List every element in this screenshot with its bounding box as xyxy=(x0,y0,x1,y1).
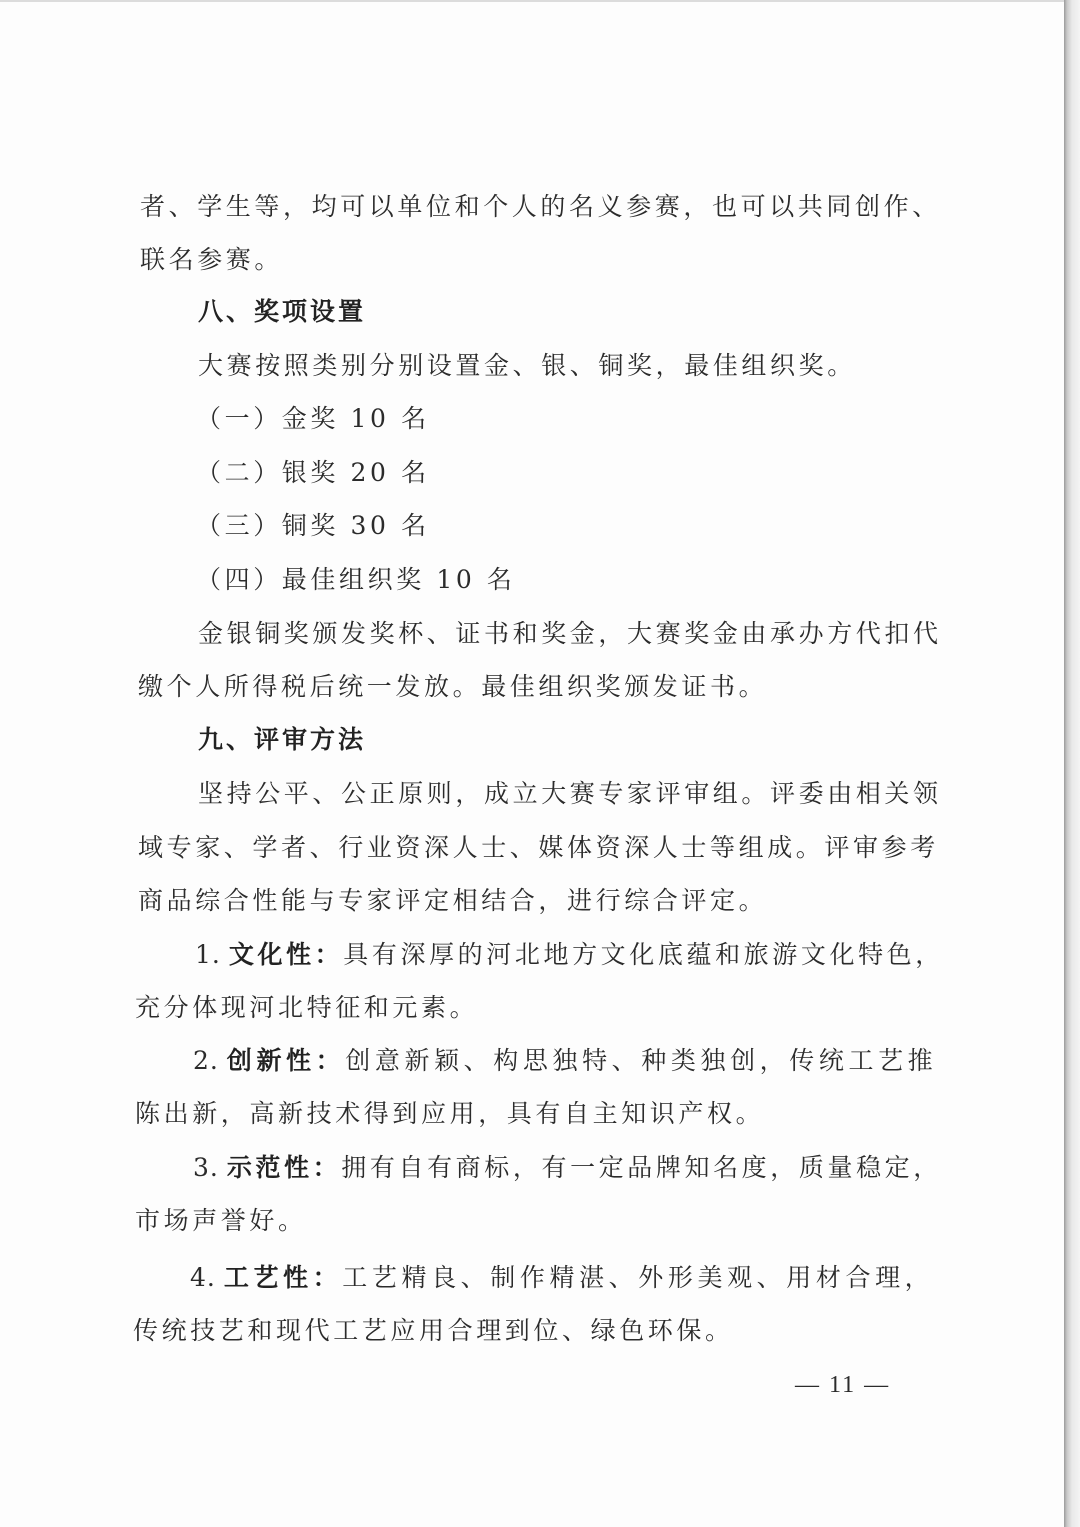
continued-paragraph-line-2: 联名参赛。 xyxy=(140,245,284,274)
scan-top-edge xyxy=(0,0,1064,2)
criterion-4-line-2: 传统技艺和现代工艺应用合理到位、绿色环保。 xyxy=(133,1316,734,1345)
award-item-best-organization: （四）最佳组织奖 10 名 xyxy=(196,565,516,594)
section-9-heading: 九、评审方法 xyxy=(198,725,367,754)
section-9-intro-line-2: 域专家、学者、行业资深人士、媒体资深人士等组成。评审参考 xyxy=(138,833,939,862)
section-8-intro: 大赛按照类别分别设置金、银、铜奖，最佳组织奖。 xyxy=(198,351,856,380)
award-item-bronze: （三）铜奖 30 名 xyxy=(196,511,430,540)
criterion-3-line-2: 市场声誉好。 xyxy=(135,1206,307,1235)
criterion-4-term: 工艺性： xyxy=(223,1263,343,1292)
criterion-1-term: 文化性： xyxy=(228,940,344,969)
criterion-2-number: 2. xyxy=(193,1046,219,1075)
section-9-intro-line-1: 坚持公平、公正原则，成立大赛专家评审组。评委由相关领 xyxy=(198,779,942,808)
criterion-2-line-2: 陈出新，高新技术得到应用，具有自主知识产权。 xyxy=(135,1099,765,1128)
criterion-3-number: 3. xyxy=(193,1153,219,1182)
criterion-1-line-1 xyxy=(195,940,944,970)
criterion-3-line-1 xyxy=(193,1153,942,1183)
section-8-heading: 八、奖项设置 xyxy=(198,297,367,326)
criterion-1-line-2: 充分体现河北特征和元素。 xyxy=(135,993,479,1022)
criterion-3-text: 拥有自有商标，有一定品牌知名度，质量稳定， xyxy=(341,1153,942,1182)
section-8-note-line-2: 缴个人所得税后统一发放。最佳组织奖颁发证书。 xyxy=(138,672,768,701)
criterion-4-text: 工艺精良、制作精湛、外形美观、用材合理， xyxy=(342,1263,935,1292)
criterion-3-term: 示范性： xyxy=(226,1153,342,1182)
criterion-2-line-1 xyxy=(193,1046,937,1076)
award-item-gold: （一）金奖 10 名 xyxy=(196,404,430,433)
criterion-2-term: 创新性： xyxy=(226,1046,346,1075)
scan-right-edge xyxy=(1064,0,1080,1527)
section-9-intro-line-3: 商品综合性能与专家评定相结合，进行综合评定。 xyxy=(138,886,768,915)
section-8-note-line-1: 金银铜奖颁发奖杯、证书和奖金，大赛奖金由承办方代扣代 xyxy=(198,619,942,648)
criterion-4-number: 4. xyxy=(190,1263,216,1292)
criterion-2-text: 创意新颖、构思独特、种类独创，传统工艺推 xyxy=(345,1046,938,1075)
criterion-1-text: 具有深厚的河北地方文化底蕴和旅游文化特色， xyxy=(343,940,944,969)
criterion-1-number: 1. xyxy=(195,940,221,969)
page-number: — 11 — xyxy=(795,1372,891,1398)
award-item-silver: （二）银奖 20 名 xyxy=(196,458,430,487)
continued-paragraph-line-1: 者、学生等，均可以单位和个人的名义参赛，也可以共同创作、 xyxy=(140,192,941,221)
criterion-4-line-1 xyxy=(190,1263,934,1293)
